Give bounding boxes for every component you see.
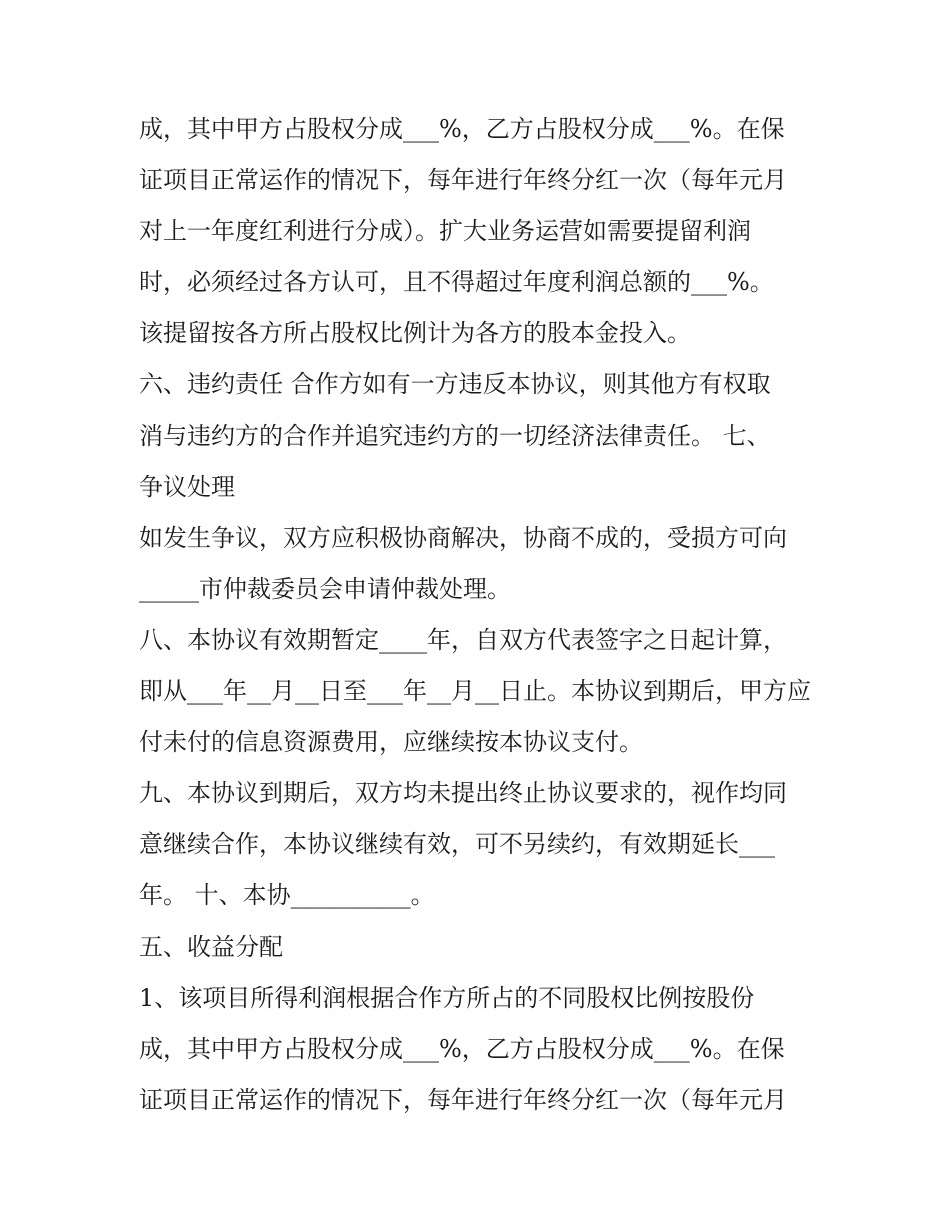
text-line: 时，必须经过各方认可，且不得超过年度利润总额的___%。	[139, 268, 774, 297]
section-five-title: 五、收益分配	[139, 932, 283, 961]
text-line: 付未付的信息资源费用，应继续按本协议支付。	[139, 728, 643, 757]
text-line: 证项目正常运作的情况下，每年进行年终分红一次（每年元月	[139, 166, 787, 195]
text-line: 成，其中甲方占股权分成___%，乙方占股权分成___%。在保	[139, 115, 785, 143]
text-line: 意继续合作，本协议继续有效，可不另续约，有效期延长___	[139, 830, 775, 859]
text-line: 即从___年__月__日至___年__月__日止。本协议到期后，甲方应	[139, 677, 811, 706]
clause-one-line: 1、该项目所得利润根据合作方所占的不同股权比例按股份	[139, 983, 755, 1012]
text-line: 成，其中甲方占股权分成___%，乙方占股权分成___%。在保	[139, 1034, 785, 1063]
section-eight-line: 八、本协议有效期暂定____年，自双方代表签字之日起计算，	[139, 625, 787, 654]
text-line: _____市仲裁委员会申请仲裁处理。	[139, 574, 511, 603]
section-six-line: 六、违约责任 合作方如有一方违反本协议，则其他方有权取	[139, 370, 771, 399]
section-ten-line: 年。 十、本协__________。	[139, 881, 435, 910]
text-line: 证项目正常运作的情况下，每年进行年终分红一次（每年元月	[139, 1085, 787, 1114]
text-line: 该提留按各方所占股权比例计为各方的股本金投入。	[139, 319, 691, 348]
text-line: 消与违约方的合作并追究违约方的一切经济法律责任。 七、	[139, 421, 771, 450]
section-seven-title: 争议处理	[139, 472, 235, 501]
agreement-text	[139, 104, 819, 1126]
text-line: 如发生争议，双方应积极协商解决，协商不成的，受损方可向	[139, 523, 787, 552]
text-line: 对上一年度红利进行分成）。扩大业务运营如需要提留利润	[139, 217, 751, 246]
section-nine-line: 九、本协议到期后，双方均未提出终止协议要求的，视作均同	[139, 779, 787, 808]
